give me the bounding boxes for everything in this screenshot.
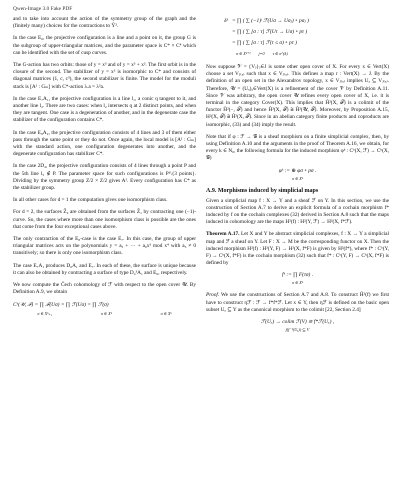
equation-subscript: σ ∈ Xᵏ⁺¹ [236,51,251,56]
paragraph: In the case E₈A₂, the projective configuration consists of 4 lines and 3 of them either pass through the same point or they do not. Once again, the local model is [A¹ : Gₘ] with the standard action, one configuration degenerates into another, and the degenerate configuration has stabilizer C*. [13,129,196,158]
cochain-equation [13,302,196,317]
paragraph: We now compute the Čech cohomology of ℱ with respect to the open cover 𝒰. By Definition A.9, we obtain [13,282,196,296]
theorem [206,231,389,267]
paragraph: In the case E₇A₁, the projective configuration is a line l₁, a conic q tangent to it, and another line l₂. There are two cases: when l₂ intersects q at 2 distinct points, and when they are tangent. One case is a degeneration of another, and in the degenerate case the stabilizer of the configuration contains C*. [13,95,196,124]
equation-subscript: j=0 [258,51,265,56]
paragraph: In the case E₆, the projective configuration is a line and a point on it, the group G is the subgroup of upper-triangular matrices, and the parameter space is C* × C⁴ which can be identified with the set of cusp curves. [13,35,196,56]
paragraph: The case E₇A₁ produces D₆A₁ and E₇. In each of these, the surface is unique because it can also be obtained by contracting a surface of type D₄³A₁ and E₆, respectively. [13,262,196,276]
theorem-text: Let X and Y be abstract simplicial complexes, f : X → Y a simplicial map and ℱ a sheaf on Y. Let F : X → M be the corresponding functor on X. Then the induced morphism H²(f) : H²(Y, F) → H²(X, f*F) is given by H²(f*), where f* : Cᵏ(Y, F) → Cᵏ(X, f*F) is the cochain morphism (32) such that f* : Cᵏ(Y, F) → Cᵏ(X, f*F) is defined by [206,231,389,267]
paragraph: The only contraction of the E₈-case is the case E₇. In this case, the group of upper triangular matrices acts on the polynomials y = a₃ + ··· + a₀x³ mod x⁴ with a₃ ≠ 0 transitively; so there is only one isomorphism class. [13,236,196,257]
equation-subscript: f(f⁻¹(Uₓ)) ⊆ V [285,327,310,333]
induced-morphism-equation [206,168,389,182]
section-title: A.9. Morphisms induced by simplicial maps [206,187,319,194]
equation-subscript: τ ∈ σ^(k) [272,51,288,56]
proof-label: Proof. [206,292,220,299]
colimit-equation [206,319,389,333]
paragraph: Given a simplicial map f : X → Y and a sheaf ℱ on Y. In this section, we use the construction of Section A.7 to derive an explicit formula of a cochain morphism f* induced by f on the cochain complexes (32) derived in Section A.8 such that the maps induced in cohomology are the maps H²(f) : H²(Y, ℱ) → H²(X, f*ℱ). [206,197,389,226]
equation-subscript: σ ∈ Xᵏ₊₁ [37,310,53,316]
paragraph: In all other cases for d = 1 the computation gives one isomorphism class. [13,197,168,204]
equation-subscript: σ ∈ Xᵏ [160,310,172,316]
theorem-equation [206,272,389,286]
left-column [13,16,196,323]
equation-line: ∏ ( ∑ [σ : τ] ℱ(τ ≤ σ) ∘ pτ ) [237,40,297,46]
paragraph: In the case 2D₄, the projective configuration consists of 4 lines through a point P and the 5th line l₅ ∉ P. The parameter space for such configurations is P¹\{3 points}. Dividing by the symmetry group Z/2 × Z/2 gives A¹. Every configuration has C* as the stabilizer group. [13,163,196,192]
equation-text: φᵏ := ⊕ φσ ∘ pσ . [278,167,317,174]
equation-text: Cᵏ(𝒰, ℱ) = ∏ ℱ(Uσ) = ∏ ℱ(Uσ) = ∏ ℱ(σ) [13,301,109,308]
equation-subscript: σ ∈ Xᵏ [100,310,112,316]
equation-lhs: δᵏ [223,18,228,24]
paragraph: and to take into account the action of the symmetry group of the graph and the (finitely many) choices for the contractions to Ŷ². [13,16,196,30]
proof-text: We use the constructions of Section A.7 and A.8. To construct Ĥ²(f) we first have to construct ηℱ : ℱ → f*f*ℱ. Let x ∈ Y, then ηℱ is defined on the basic open subset Uₓ ⊆ Y as the canonical morphism to the colimit [22, Section 2.4] [206,292,389,313]
paragraph: The G-action has two orbits: those of y = x³ and of y = x³ + x². The first orbit is in the closure of the second. The stabilizer of y = x³ is isomorphic to C* and consists of diagonal matrices (1, c, c³), the second stabilizer is finite. The model for the moduli stack is [A¹ : Gₘ] with C*-action λ.a = λ³a. [13,62,196,90]
equation-subscript: σ ∈ Xᵏ [292,175,303,181]
proof [206,292,389,314]
paragraph: For d = 2, the surfaces Z̃₂ are obtained from the surfaces Z̃₁ by contracting one (−1)-curve. So, the cases where more than one isomorphism class is possible are the ones that come from the four exceptional cases above. [13,209,196,230]
paragraph: Note that if φ : ℱ → 𝒢 is a sheaf morphism on a finite simplicial complex, then, by using Definition A.10 and the arguments in the proof of Theorem A.16, we obtain, for every k ∈ N₀, the following formula for the induced morphism φᵏ : Cᵏ(X, ℱ) → Cᵏ(X, 𝒢) [206,133,389,162]
equation-line: ∏ ( ∑ (−1)ʲ ℱ(Uσ → Uσⱼ) ∘ pσⱼ ) [237,18,309,24]
coboundary-equation: δᵏ = ∏ ( ∑ (−1)ʲ ℱ(Uσ → Uσⱼ) ∘ pσⱼ ) = ∏ ( ∑ [σ : τ] ℱ(Uτ → Uσ) ∘ pτ ) = ∏ ( ∑ [σ : τ] ℱ(τ ≤ σ) ∘ pτ ) σ ∈ Xᵏ⁺¹ j=0 τ ∈ σ^(k) [206,18,389,56]
theorem-label: Theorem A.17. [206,231,240,238]
equation-line: ∏ ( ∑ [σ : τ] ℱ(Uτ → Uσ) ∘ pτ ) [237,29,308,35]
equation-text: fᵏ := ∏ F(τσ) . [281,272,314,279]
paragraph: Now suppose 𝒱 = {Vⱼ}ⱼ∈J is some other open cover of X. For every x ∈ Vert(X) choose a set Vⱼ₍ₓ₎ such that x ∈ Vⱼ₍ₓ₎. This defines a map r : Vert(X) → J. By the definition of an open set in the Alexandrov topology, x ∈ Vⱼ₍ₓ₎ implies Uₓ ⊆ Vⱼ₍ₓ₎. Therefore, 𝒰 = (Uₓ)ₓ∈Vert(X) is a refinement of the cover 𝒱 by Definition A.11. Since 𝒱 was arbitrary, the open cover 𝒰 refines every open cover of X, i.e. it is terminal in the category Cover(X). This implies that Ĥ²(X, ℱ) is a colimit of the functor Ĥ²(−, ℱ) and hence Ĥ²(X, ℱ) ≅ Ĥ²(𝒰, ℱ). Moreover, by Proposition A.15, H²(X, ℱ) ≅ Ĥ²(X, ℱ). Since in an abelian category finite products and coproducts are isomorphic, (33) and (34) imply the result. [206,64,389,128]
right-column [206,16,389,339]
equation-text: ℱ(Uₓ) → colim ℱ(V) ≅ f*ℱ(Uₓ) , [260,319,335,326]
running-head: Qwen-Image 3.0 Fake PDF [13,6,73,12]
equation-subscript: σ ∈ Xᵏ [292,280,303,286]
